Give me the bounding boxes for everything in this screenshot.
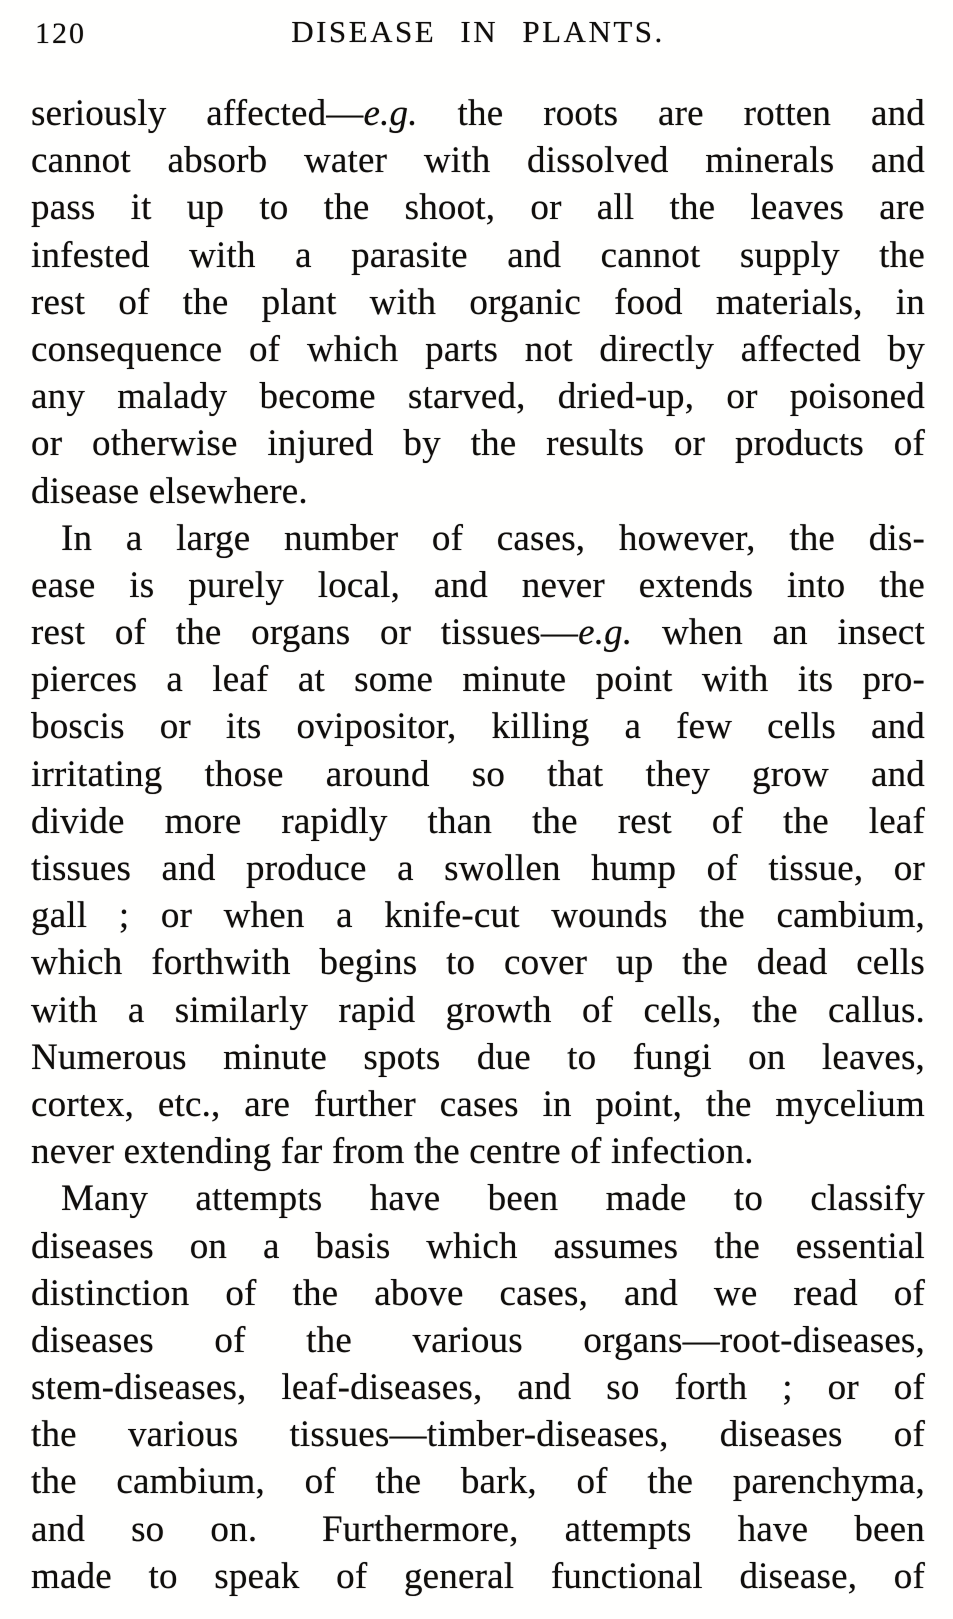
text-segment: distinction of the above cases, and we read of xyxy=(31,1272,925,1314)
text-line xyxy=(31,1081,925,1128)
running-title: DISEASE IN PLANTS. xyxy=(291,14,665,49)
text-segment: diseases on a basis which assumes the essential xyxy=(31,1225,925,1267)
text-line xyxy=(31,798,925,845)
text-segment: rest of the plant with organic food materials, in xyxy=(31,281,925,323)
text-line xyxy=(31,373,925,420)
text-segment: disease elsewhere. xyxy=(31,470,308,512)
text-segment: consequence of which parts not directly affected by xyxy=(31,328,925,370)
text-line xyxy=(31,137,925,184)
text-line xyxy=(31,845,925,892)
text-segment: tissues and produce a swollen hump of tissue, or xyxy=(31,848,925,889)
text-segment: the cambium, of the bark, of the parenchyma, xyxy=(31,1461,925,1503)
page-body xyxy=(31,90,925,1600)
text-segment: irritating those around so that they grow and xyxy=(31,753,925,795)
text-segment: stem-diseases, leaf-diseases, and so forth ; or of xyxy=(31,1367,925,1409)
text-line xyxy=(31,90,925,137)
text-line xyxy=(31,1458,925,1505)
italic-abbreviation: e.g. xyxy=(363,93,418,134)
text-line xyxy=(31,751,925,798)
italic-abbreviation: e.g. xyxy=(578,612,633,654)
text-line xyxy=(31,609,925,656)
text-segment: pass it up to the shoot, or all the leaves are xyxy=(31,187,925,229)
text-segment: which forthwith begins to cover up the dead cells xyxy=(31,942,925,984)
text-line xyxy=(31,1411,925,1458)
text-segment: cortex, etc., are further cases in point, the mycelium xyxy=(31,1083,925,1125)
text-line xyxy=(31,184,925,231)
text-segment: seriously affected— xyxy=(31,93,364,134)
text-line xyxy=(31,939,925,986)
running-head xyxy=(31,12,925,52)
text-line xyxy=(31,1034,925,1081)
text-line xyxy=(31,987,925,1034)
text-segment: or otherwise injured by the results or products of xyxy=(31,423,925,465)
text-segment: gall ; or when a knife-cut wounds the cambium, xyxy=(31,895,925,937)
paragraph xyxy=(31,1175,925,1600)
text-segment: pierces a leaf at some minute point with its pro- xyxy=(31,659,925,701)
text-segment: and so on. Furthermore, attempts have been xyxy=(31,1508,925,1550)
text-line xyxy=(31,1506,925,1553)
text-line xyxy=(31,1128,925,1175)
text-line xyxy=(31,892,925,939)
text-segment: cannot absorb water with dissolved minerals and xyxy=(31,140,925,182)
text-line xyxy=(31,1553,925,1600)
paragraph xyxy=(31,515,925,1176)
text-segment: the roots are rotten and xyxy=(417,93,925,134)
text-segment: Many attempts have been made to classify xyxy=(61,1178,925,1220)
text-line xyxy=(31,562,925,609)
page-number: 120 xyxy=(35,17,86,50)
text-line xyxy=(31,1270,925,1317)
text-segment: rest of the organs or tissues— xyxy=(31,612,579,654)
text-line xyxy=(31,468,925,515)
text-segment: with a similarly rapid growth of cells, the callus. xyxy=(31,989,925,1031)
text-segment: diseases of the various organs—root-diseases, xyxy=(31,1319,925,1361)
text-line xyxy=(31,656,925,703)
text-line xyxy=(31,420,925,467)
text-segment: never extending far from the centre of infection. xyxy=(31,1131,754,1173)
text-line xyxy=(31,232,925,279)
text-line xyxy=(31,515,925,562)
text-line xyxy=(31,1364,925,1411)
text-line xyxy=(31,1317,925,1364)
text-segment: the various tissues—timber-diseases, diseases of xyxy=(31,1414,925,1456)
text-line xyxy=(31,1175,925,1222)
text-segment: divide more rapidly than the rest of the leaf xyxy=(31,800,925,842)
text-line xyxy=(31,1223,925,1270)
text-line xyxy=(31,279,925,326)
text-segment: boscis or its ovipositor, killing a few cells and xyxy=(31,706,925,748)
text-segment: In a large number of cases, however, the dis- xyxy=(61,517,925,559)
text-line xyxy=(31,326,925,373)
text-segment: Numerous minute spots due to fungi on leaves, xyxy=(31,1036,925,1078)
text-segment: any malady become starved, dried-up, or poisoned xyxy=(31,376,925,418)
text-segment: infested with a parasite and cannot supply the xyxy=(31,234,925,276)
text-segment: when an insect xyxy=(632,612,925,654)
text-segment: made to speak of general functional disease, of xyxy=(31,1555,925,1597)
text-segment: ease is purely local, and never extends into the xyxy=(31,564,925,606)
text-line xyxy=(31,703,925,750)
paragraph xyxy=(31,90,925,515)
